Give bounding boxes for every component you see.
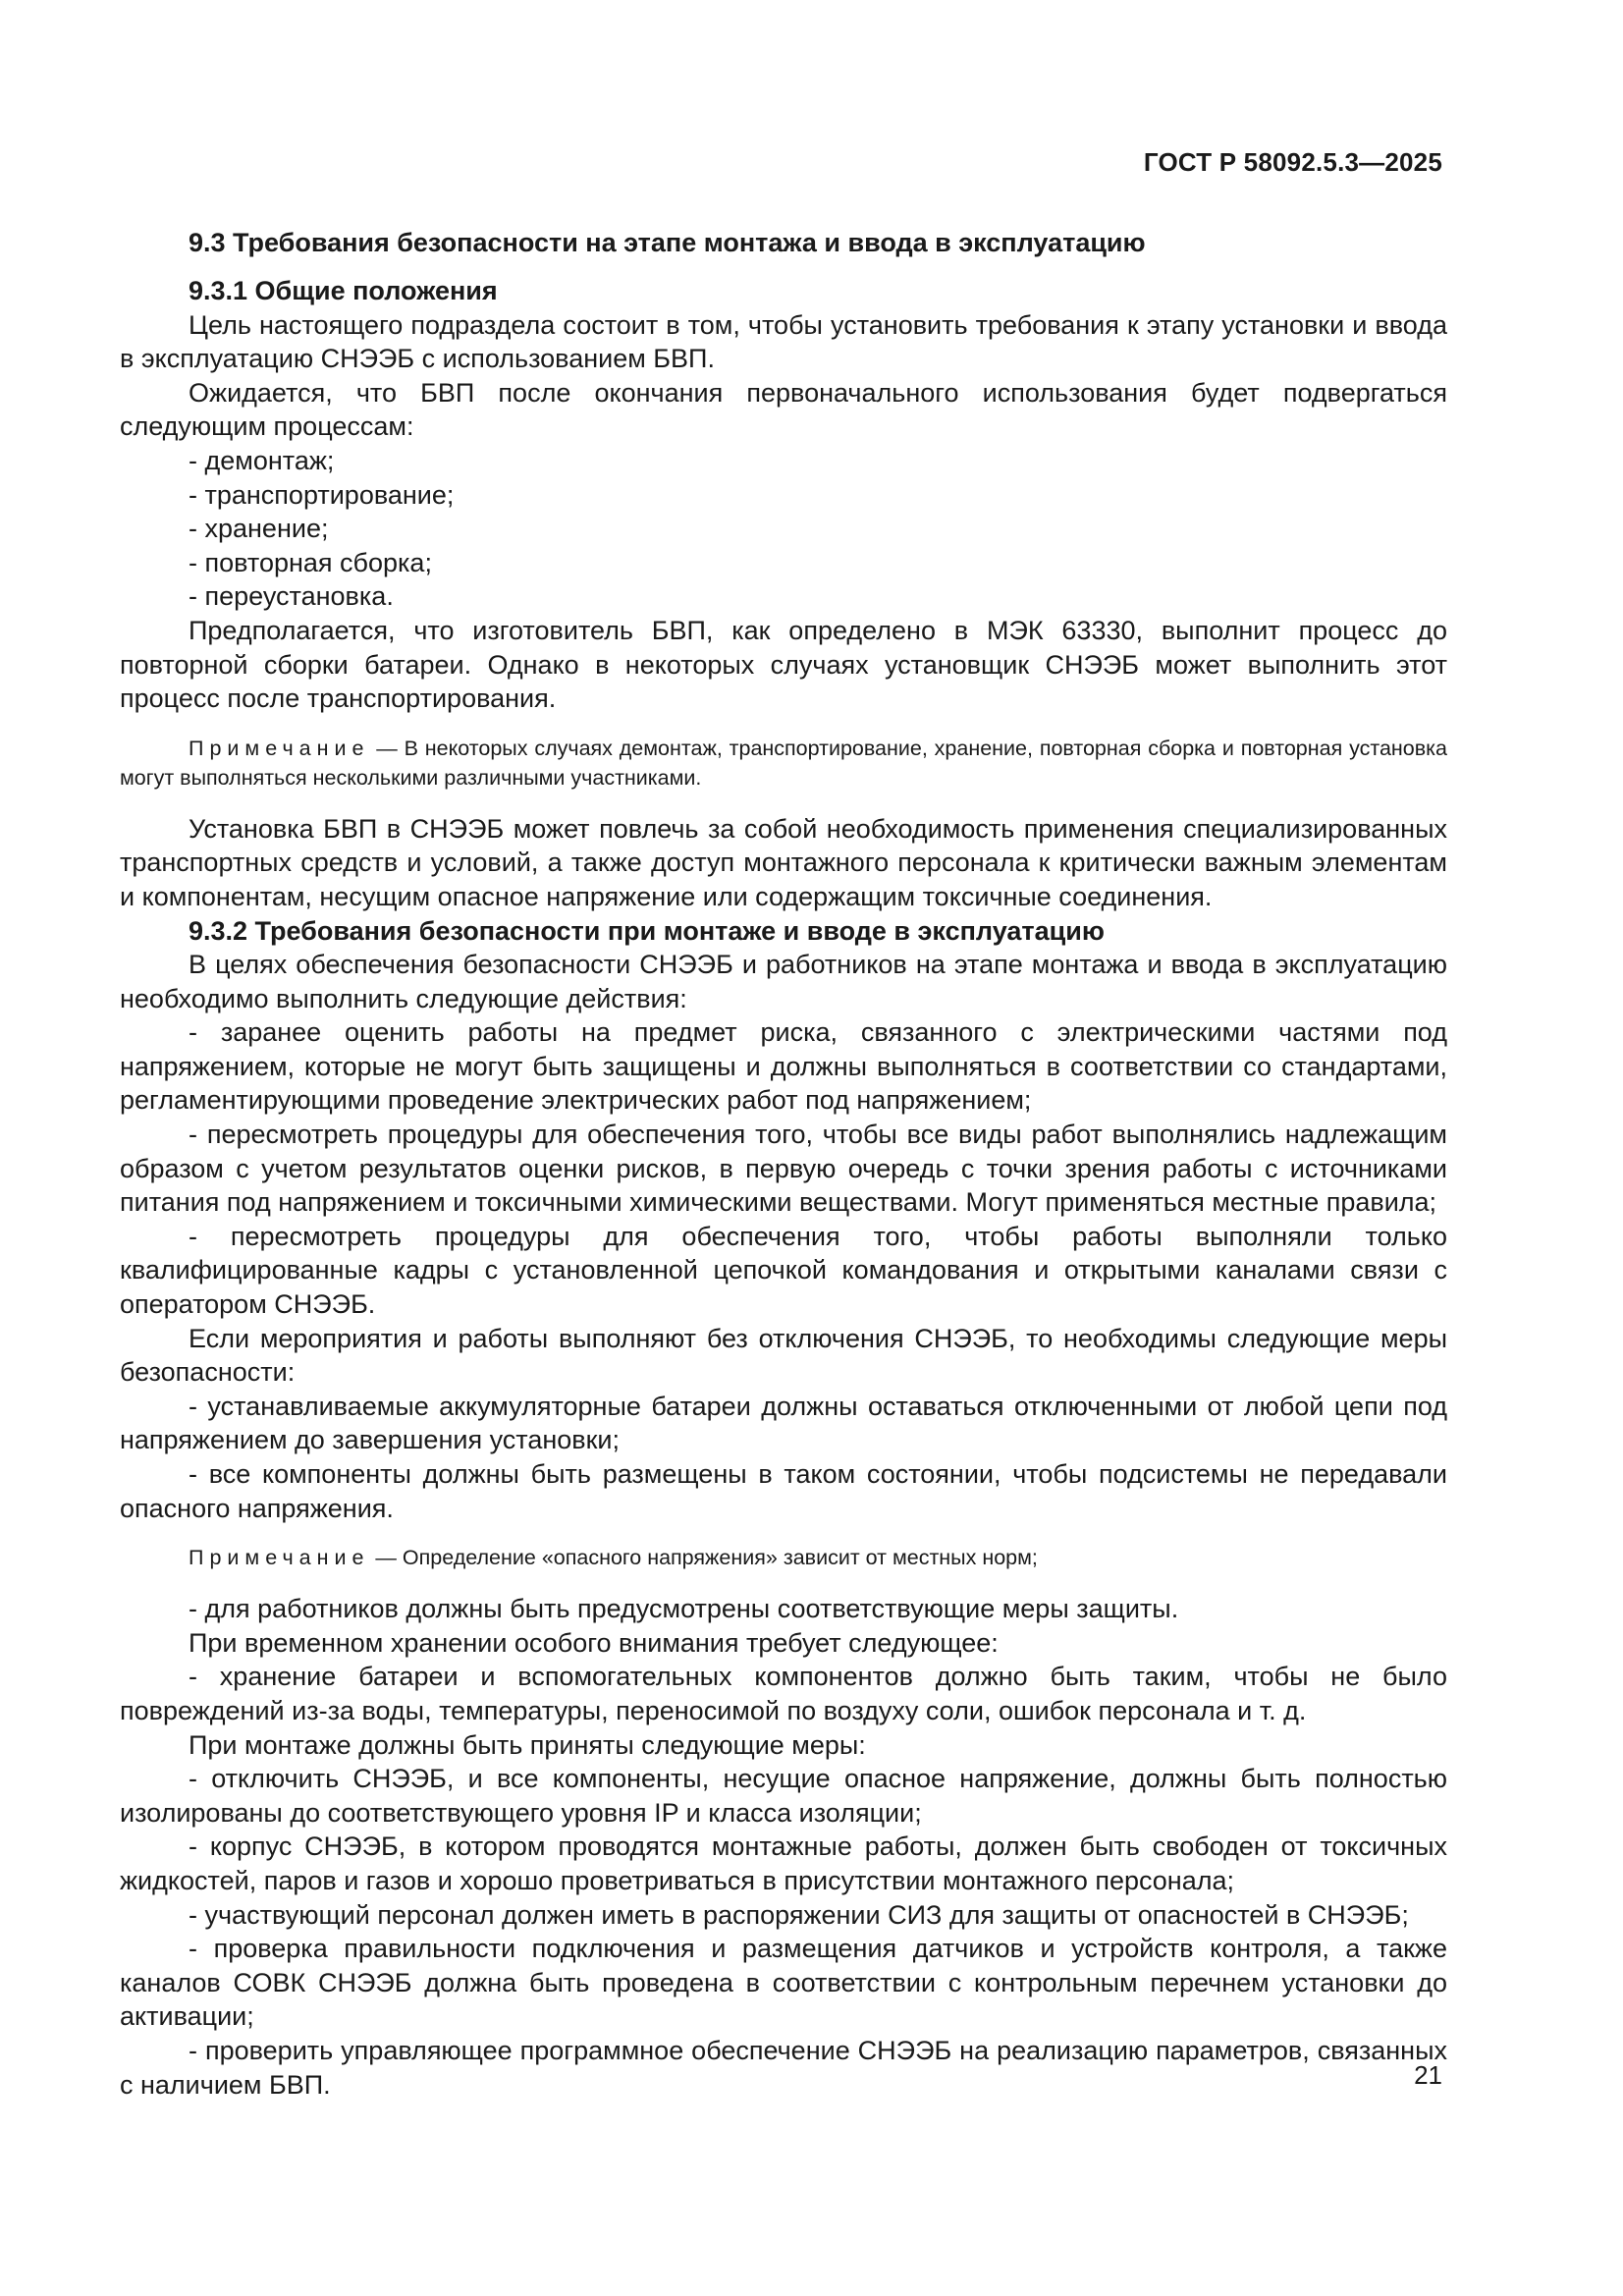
list-item: - хранение; (189, 514, 329, 544)
paragraph: Цель настоящего подраздела состоит в том, чтобы установить требования к этапу установки и ввода в эксплуатацию СНЭЭБ с использованием БВП. (120, 309, 1447, 374)
list-item: - все компоненты должны быть размещены в таком состоянии, чтобы подсистемы не передавали опасного напряжения. (120, 1459, 1447, 1523)
list-item: - пересмотреть процедуры для обеспечения того, чтобы работы выполняли только квалифицированные кадры с установленной цепочкой командования и открытыми каналами связи с оператором СНЭЭБ. (120, 1221, 1447, 1320)
list-item: - пересмотреть процедуры для обеспечения того, чтобы все виды работ выполнялись надлежащим образом с учетом результатов оценки рисков, в первую очередь с точки зрения работы с источниками питания под напряжением и токсичными химическими веществами. Могут применяться местные правила; (120, 1120, 1447, 1218)
list-item: - отключить СНЭЭБ, и все компоненты, несущие опасное напряжение, должны быть полностью изолированы до соответствующего уровня IP и класса изоляции; (120, 1764, 1447, 1828)
note-text: — Определение «опасного напряжения» зависит от местных норм; (369, 1546, 1038, 1570)
paragraph: Установка БВП в СНЭЭБ может повлечь за собой необходимость применения специализированных транспортных средств и условий, а также доступ монтажного персонала к критически важным элементам и компонентам, несущим опасное напряжение или содержащим токсичные соединения. (120, 813, 1447, 911)
page-content (120, 226, 1447, 2102)
paragraph: Ожидается, что БВП после окончания первоначального использования будет подвергаться следующим процессам: (120, 377, 1447, 442)
paragraph: Предполагается, что изготовитель БВП, как определено в МЭК 63330, выполнит процесс до повторной сборки батареи. Однако в некоторых случаях установщик СНЭЭБ может выполнить этот процесс после транспортирования. (120, 615, 1447, 714)
paragraph: При временном хранении особого внимания требует следующее: (189, 1627, 999, 1658)
note (120, 1543, 1447, 1572)
list-item: - проверка правильности подключения и размещения датчиков и устройств контроля, а также каналов СОВК СНЭЭБ должна быть проведена в соответствии с контрольным перечнем установки до активации; (120, 1934, 1447, 2032)
list-item: - переустановка. (189, 581, 394, 612)
paragraph: Если мероприятия и работы выполняют без отключения СНЭЭБ, то необходимы следующие меры безопасности: (120, 1323, 1447, 1388)
document-code: ГОСТ Р 58092.5.3—2025 (1143, 147, 1442, 177)
page-number: 21 (1414, 2060, 1442, 2090)
list-item: - для работников должны быть предусмотрены соответствующие меры защиты. (189, 1594, 1179, 1624)
list-item: - корпус СНЭЭБ, в котором проводятся монтажные работы, должен быть свободен от токсичных жидкостей, паров и газов и хорошо проветриваться в присутствии монтажного персонала; (120, 1831, 1447, 1895)
subsection-title-932: 9.3.2 Требования безопасности при монтаже и вводе в эксплуатацию (189, 915, 1105, 946)
list-item: - транспортирование; (189, 479, 455, 510)
list-item: - устанавливаемые аккумуляторные батареи должны оставаться отключенными от любой цепи под напряжением до завершения установки; (120, 1391, 1447, 1455)
note-label: Примечание (189, 736, 370, 760)
list-item: - повторная сборка; (189, 547, 432, 577)
section-title: 9.3 Требования безопасности на этапе монтажа и ввода в эксплуатацию (189, 228, 1146, 257)
paragraph: При монтаже должны быть приняты следующие меры: (189, 1729, 866, 1760)
list-item: - заранее оценить работы на предмет риска, связанного с электрическими частями под напряжением, которые не могут быть защищены и должны выполняться в соответствии со стандартами, регламентирующими проведение электрических работ под напряжением; (120, 1017, 1447, 1116)
subsection-title-931: 9.3.1 Общие положения (189, 276, 498, 305)
note (120, 734, 1447, 793)
note-text: — В некоторых случаях демонтаж, транспортирование, хранение, повторная сборка и повторная установка могут выполняться несколькими различными участниками. (120, 736, 1447, 790)
list-item: - проверить управляющее программное обеспечение СНЭЭБ на реализацию параметров, связанных с наличием БВП. (120, 2035, 1447, 2100)
note-label: Примечание (189, 1546, 370, 1570)
list-item: - демонтаж; (189, 445, 335, 475)
paragraph: В целях обеспечения безопасности СНЭЭБ и работников на этапе монтажа и ввода в эксплуатацию необходимо выполнить следующие действия: (120, 950, 1447, 1013)
list-item: - хранение батареи и вспомогательных компонентов должно быть таким, чтобы не было повреждений из-за воды, температуры, переносимой по воздуху соли, ошибок персонала и т. д. (120, 1662, 1447, 1725)
list-item: - участвующий персонал должен иметь в распоряжении СИЗ для защиты от опасностей в СНЭЭБ; (189, 1899, 1409, 1930)
